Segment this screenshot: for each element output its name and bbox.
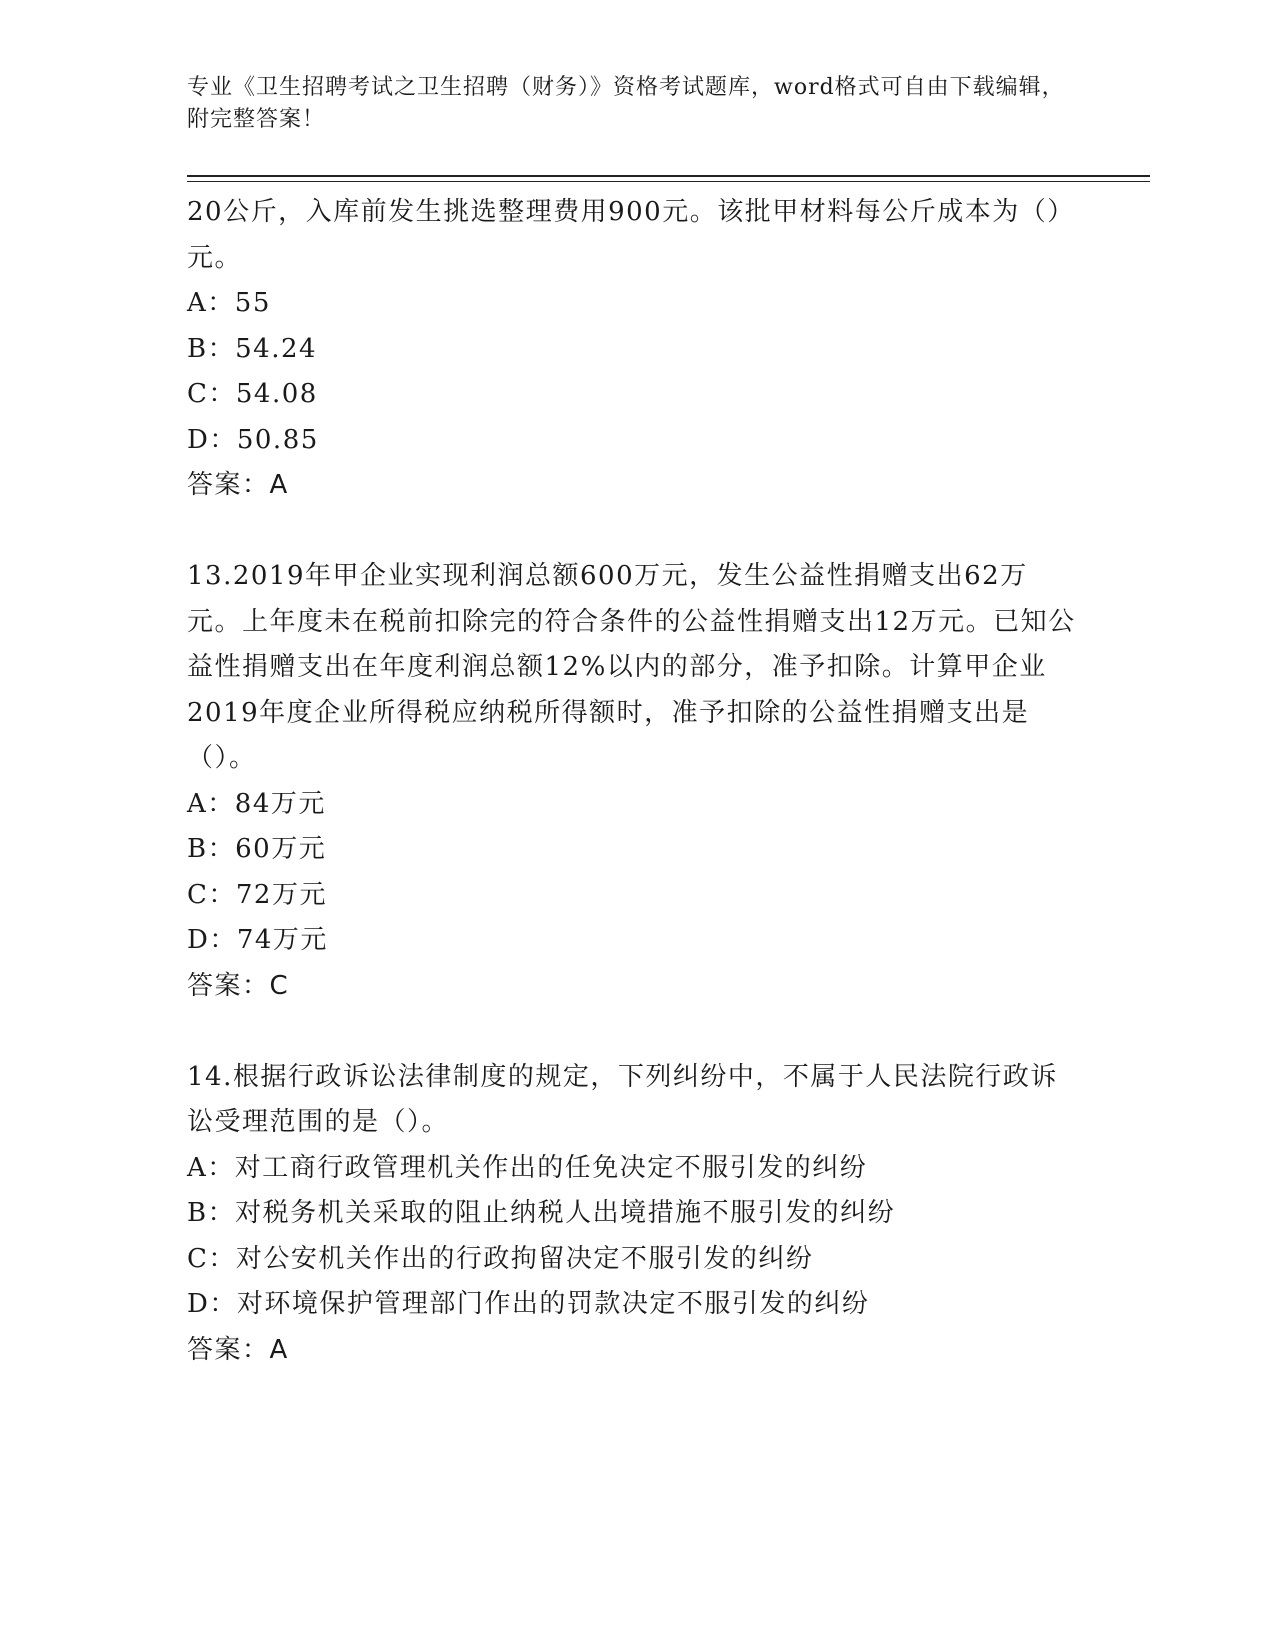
option-b: B：60万元 <box>187 834 327 864</box>
answer-line: 答案：A <box>187 1334 289 1365</box>
option-b: B：54.24 <box>187 333 318 364</box>
option-d: D：50.85 <box>187 424 319 455</box>
answer-line: 答案：A <box>187 470 289 500</box>
question-spacer <box>187 1009 1077 1055</box>
question-text: 20公斤，入库前发生挑选整理费用900元。该批甲材料每公斤成本为（）元。 <box>187 197 1075 273</box>
option-d: D：74万元 <box>187 925 328 955</box>
option-d: D：对环境保护管理部门作出的罚款决定不服引发的纠纷 <box>187 1289 870 1319</box>
option-a: A：84万元 <box>187 788 326 819</box>
option-b: B：对税务机关采取的阻止纳税人出境措施不服引发的纠纷 <box>187 1198 896 1228</box>
header-divider-thick <box>187 175 1150 177</box>
question-block <box>187 190 1077 509</box>
question-list <box>187 190 1077 1373</box>
option-c: C：54.08 <box>187 379 318 409</box>
option-a: A：55 <box>187 288 271 318</box>
question-block <box>187 554 1077 1009</box>
question-text: 14.根据行政诉讼法律制度的规定，下列纠纷中，不属于人民法院行政诉讼受理范围的是（）。 <box>187 1061 1058 1137</box>
option-c: C：对公安机关作出的行政拘留决定不服引发的纠纷 <box>187 1243 814 1274</box>
question-text: 13.2019年甲企业实现利润总额600万元，发生公益性捐赠支出62万元。上年度未在税前扣除完的符合条件的公益性捐赠支出12万元。已知公益性捐赠支出在年度利润总额12%以内的部分，准予扣除。计算甲企业2019年度企业所得税应纳税所得额时，准予扣除的公益性捐赠支出是（）。 <box>187 561 1076 773</box>
answer-line: 答案：C <box>187 970 290 1001</box>
header-divider-thin <box>187 181 1150 182</box>
question-block <box>187 1055 1077 1374</box>
question-spacer <box>187 509 1077 555</box>
document-header: 专业《卫生招聘考试之卫生招聘（财务）》资格考试题库，word格式可自由下载编辑，附完整答案！ <box>187 75 1065 132</box>
option-c: C：72万元 <box>187 879 327 910</box>
option-a: A：对工商行政管理机关作出的任免决定不服引发的纠纷 <box>187 1152 868 1183</box>
